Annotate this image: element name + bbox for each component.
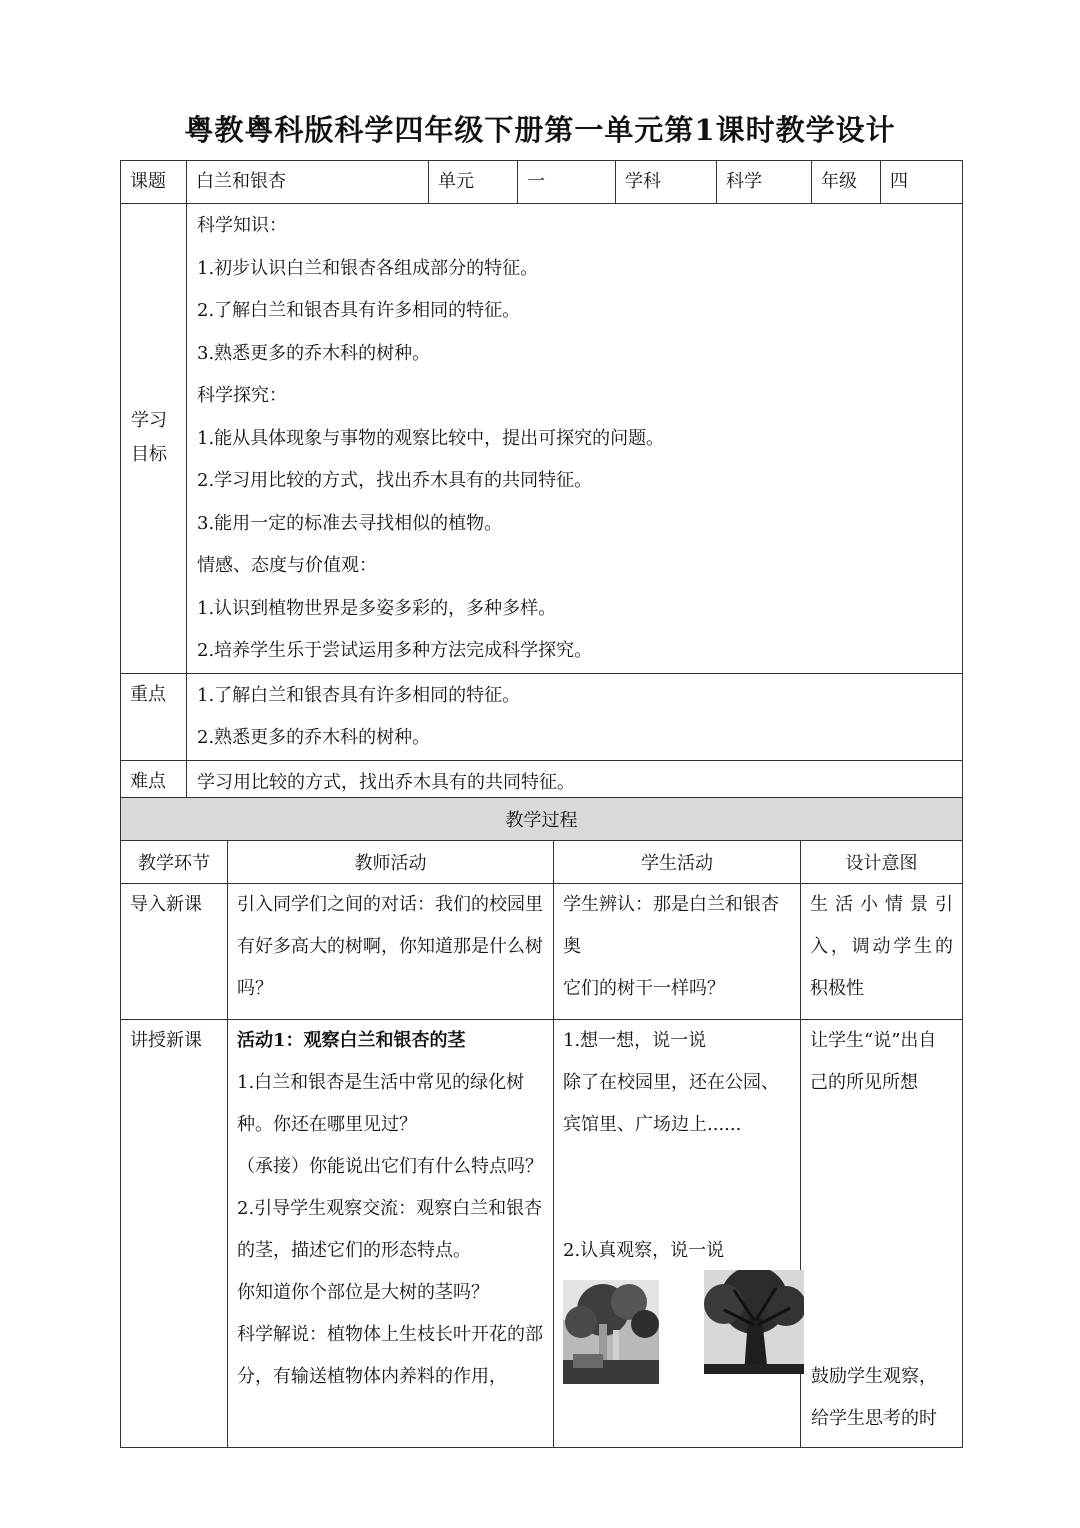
objectives-content xyxy=(187,204,963,674)
grade-label: 年级 xyxy=(812,161,881,204)
key-points-label: 重点 xyxy=(121,673,187,760)
difficulty-text: 学习用比较的方式，找出乔木具有的共同特征。 xyxy=(197,771,575,793)
lecture-student xyxy=(554,1020,801,1448)
info-table xyxy=(120,160,963,805)
col-student: 学生活动 xyxy=(554,841,801,884)
col-teacher: 教师活动 xyxy=(228,841,554,884)
objective-line: 3.熟悉更多的乔木科的树种。 xyxy=(197,342,431,364)
teacher-paragraph: 科学解说：植物体上生枝长叶开花的部分，有输送植物体内养料的作用， xyxy=(237,1324,543,1387)
difficulty-label: 难点 xyxy=(121,760,187,805)
magnolia-tree-photo xyxy=(563,1280,659,1384)
process-table xyxy=(120,797,963,1448)
key-point-line: 2.熟悉更多的乔木科的树种。 xyxy=(197,727,431,748)
key-point-line: 1.了解白兰和银杏具有许多相同的特征。 xyxy=(197,684,521,706)
lecture-stage: 讲授新课 xyxy=(121,1020,228,1448)
subject-label: 学科 xyxy=(616,161,717,204)
objective-line: 1.能从具体现象与事物的观察比较中，提出可探究的问题。 xyxy=(197,427,665,449)
teacher-paragraph: 你知道你个部位是大树的茎吗？ xyxy=(237,1282,489,1303)
col-stage: 教学环节 xyxy=(121,841,228,884)
unit-value: 一 xyxy=(518,161,616,204)
teacher-paragraph: 2.引导学生观察交流：观察白兰和银杏的茎，描述它们的形态特点。 xyxy=(237,1198,543,1261)
objective-line: 2.学习用比较的方式，找出乔木具有的共同特征。 xyxy=(197,470,593,491)
intro-stage: 导入新课 xyxy=(121,884,228,1020)
intent-paragraph: 鼓励学生观察，给学生思考的时 xyxy=(811,1366,937,1429)
objectives-label xyxy=(121,204,187,674)
topic-label: 课题 xyxy=(121,161,187,204)
topic-value: 白兰和银杏 xyxy=(187,161,429,204)
objective-line: 科学知识： xyxy=(197,215,287,236)
objective-line: 科学探究： xyxy=(197,385,287,406)
objective-line: 1.初步认识白兰和银杏各组成部分的特征。 xyxy=(197,257,539,279)
teacher-paragraph: （承接）你能说出它们有什么特点吗？ xyxy=(237,1156,543,1177)
intro-teacher: 引入同学们之间的对话：我们的校园里有好多高大的树啊，你知道那是什么树吗？ xyxy=(228,884,554,1020)
activity-heading: 活动1：观察白兰和银杏的茎 xyxy=(237,1030,466,1051)
student-line: 除了在校园里，还在公园、宾馆里、广场边上...... xyxy=(563,1072,779,1135)
intro-student-line: 它们的树干一样吗？ xyxy=(563,978,725,999)
document-title: 粤教粤科版科学四年级下册第一单元第1课时教学设计 xyxy=(184,113,896,147)
objective-line: 2.了解白兰和银杏具有许多相同的特征。 xyxy=(197,300,521,321)
objectives-label-line2: 目标 xyxy=(131,444,167,466)
col-intent: 设计意图 xyxy=(801,841,963,884)
intro-intent: 生活小情景引入，调动学生的积极性 xyxy=(801,884,963,1020)
student-line: 2.认真观察，说一说 xyxy=(563,1240,725,1261)
intro-student xyxy=(554,884,801,1020)
objective-line: 1.认识到植物世界是多姿多彩的，多种多样。 xyxy=(197,597,557,619)
grade-value: 四 xyxy=(881,161,963,204)
ginkgo-tree-photo xyxy=(704,1270,804,1374)
key-points-content xyxy=(187,673,963,760)
objective-line: 情感、态度与价值观： xyxy=(197,555,377,576)
objective-line: 2.培养学生乐于尝试运用多种方法完成科学探究。 xyxy=(197,640,593,661)
objective-line: 3.能用一定的标准去寻找相似的植物。 xyxy=(197,512,503,534)
intent-paragraph: 让学生“说”出自己的所见所想 xyxy=(810,1030,937,1093)
intro-student-line: 学生辨认：那是白兰和银杏奥 xyxy=(563,894,779,957)
process-header: 教学过程 xyxy=(121,798,963,841)
teacher-paragraph: 1.白兰和银杏是生活中常见的绿化树种。你还在哪里见过？ xyxy=(237,1072,525,1135)
objectives-label-line1: 学习 xyxy=(131,410,167,432)
lecture-teacher xyxy=(228,1020,554,1448)
student-line: 1.想一想，说一说 xyxy=(563,1030,707,1051)
lecture-intent xyxy=(801,1020,963,1448)
subject-value: 科学 xyxy=(717,161,812,204)
unit-label: 单元 xyxy=(429,161,518,204)
